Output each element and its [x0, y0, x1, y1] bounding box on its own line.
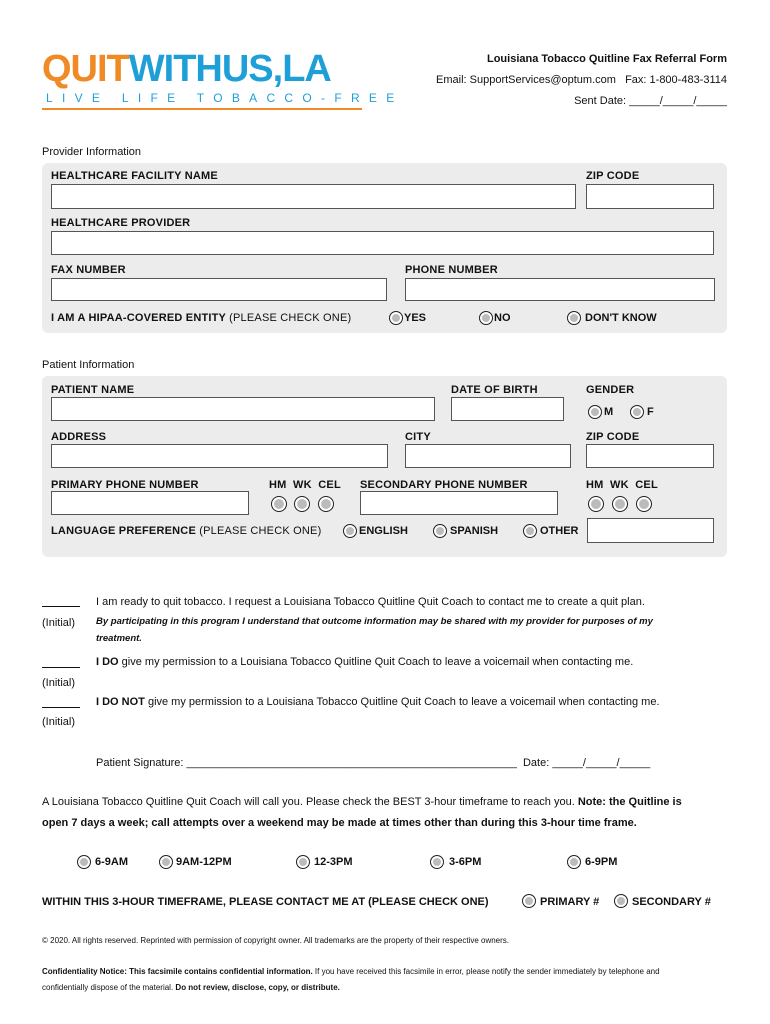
- patient-zip-label: ZIP CODE: [586, 431, 640, 443]
- slot-12-3pm-label: 12-3PM: [314, 856, 353, 868]
- gender-m-label: M: [604, 406, 614, 418]
- confidentiality-line-1: Confidentiality Notice: This facsimile contains confidential information. If you have received this facsimile in error, please notify the sender immediately by telephone and: [42, 967, 660, 976]
- hipaa-yes-radio[interactable]: [389, 311, 403, 325]
- provider-name-label: HEALTHCARE PROVIDER: [51, 217, 191, 229]
- gender-m-radio[interactable]: [588, 405, 602, 419]
- hipaa-no-radio[interactable]: [479, 311, 493, 325]
- slot-3-6pm-radio[interactable]: [430, 855, 444, 869]
- language-other-label: OTHER: [540, 525, 579, 537]
- primary-phone-types: HM WK CEL: [269, 479, 341, 491]
- sent-date[interactable]: Sent Date: _____/_____/_____: [574, 95, 727, 107]
- secondary-hm-radio[interactable]: [588, 496, 604, 512]
- gender-label: GENDER: [586, 384, 635, 396]
- secondary-phone-field[interactable]: [360, 491, 558, 515]
- hipaa-dontknow-radio[interactable]: [567, 311, 581, 325]
- slot-9am-12pm-label: 9AM-12PM: [176, 856, 232, 868]
- initial-label-3: (Initial): [42, 716, 76, 728]
- gender-f-label: F: [647, 406, 654, 418]
- slot-6-9pm-radio[interactable]: [567, 855, 581, 869]
- confidentiality-line-2: confidentially dispose of the material. Do not review, disclose, copy, or distribute.: [42, 983, 340, 992]
- contact-pref-label: WITHIN THIS 3-HOUR TIMEFRAME, PLEASE CONTACT ME AT (PLEASE CHECK ONE): [42, 896, 489, 908]
- patient-name-field[interactable]: [51, 397, 435, 421]
- logo: [42, 50, 331, 88]
- form-title: Louisiana Tobacco Quitline Fax Referral Form: [486, 53, 727, 65]
- fax-label: FAX NUMBER: [51, 264, 126, 276]
- contact-line: Email: SupportServices@optum.com Fax: 1-800-483-3114: [436, 74, 727, 86]
- timeframe-intro: A Louisiana Tobacco Quitline Quit Coach will call you. Please check the BEST 3-hour timeframe to reach you. Note: the Quitline is: [42, 796, 682, 808]
- phone-label: PHONE NUMBER: [405, 264, 498, 276]
- consent-line-2: I DO give my permission to a Louisiana Tobacco Quitline Quit Coach to leave a voicemail when contacting me.: [96, 656, 634, 668]
- contact-primary-label: PRIMARY #: [540, 896, 600, 908]
- language-label: LANGUAGE PREFERENCE (PLEASE CHECK ONE): [51, 525, 322, 537]
- contact-secondary-radio[interactable]: [614, 894, 628, 908]
- language-other-field[interactable]: [587, 518, 714, 543]
- gender-f-radio[interactable]: [630, 405, 644, 419]
- slot-6-9am-label: 6-9AM: [95, 856, 129, 868]
- initial-blank-3[interactable]: [42, 696, 80, 708]
- consent-line-3: I DO NOT give my permission to a Louisiana Tobacco Quitline Quit Coach to leave a voicemail when contacting me.: [96, 696, 660, 708]
- patient-section-title: Patient Information: [42, 359, 135, 371]
- copyright: © 2020. All rights reserved. Reprinted with permission of copyright owner. All trademarks are the property of their respective owners.: [42, 936, 509, 945]
- hipaa-yes-label: YES: [404, 312, 427, 324]
- secondary-phone-types: HM WK CEL: [586, 479, 658, 491]
- provider-zip-field[interactable]: [586, 184, 714, 209]
- consent-line-1: I am ready to quit tobacco. I request a Louisiana Tobacco Quitline Quit Coach to contact me to create a quit plan.: [96, 596, 645, 608]
- primary-wk-radio[interactable]: [294, 496, 310, 512]
- initial-blank-2[interactable]: [42, 656, 80, 668]
- patient-name-label: PATIENT NAME: [51, 384, 135, 396]
- language-english-label: ENGLISH: [359, 525, 408, 537]
- logo-underline: [42, 108, 362, 110]
- secondary-cel-radio[interactable]: [636, 496, 652, 512]
- hipaa-no-label: NO: [494, 312, 511, 324]
- city-label: CITY: [405, 431, 431, 443]
- slot-12-3pm-radio[interactable]: [296, 855, 310, 869]
- language-spanish-radio[interactable]: [433, 524, 447, 538]
- dob-field[interactable]: [451, 397, 564, 421]
- primary-cel-radio[interactable]: [318, 496, 334, 512]
- logo-quit: QUIT: [42, 48, 129, 90]
- slot-6-9am-radio[interactable]: [77, 855, 91, 869]
- city-field[interactable]: [405, 444, 571, 468]
- hipaa-label: I AM A HIPAA-COVERED ENTITY (PLEASE CHECK ONE): [51, 312, 352, 324]
- patient-zip-field[interactable]: [586, 444, 714, 468]
- logo-tagline: LIVE LIFE TOBACCO-FREE: [46, 91, 404, 105]
- primary-hm-radio[interactable]: [271, 496, 287, 512]
- facility-field[interactable]: [51, 184, 576, 209]
- fax-field[interactable]: [51, 278, 387, 301]
- primary-phone-label: PRIMARY PHONE NUMBER: [51, 479, 199, 491]
- provider-section-title: Provider Information: [42, 146, 142, 158]
- contact-secondary-label: SECONDARY #: [632, 896, 711, 908]
- address-field[interactable]: [51, 444, 388, 468]
- address-label: ADDRESS: [51, 431, 107, 443]
- provider-zip-label: ZIP CODE: [586, 170, 640, 182]
- language-spanish-label: SPANISH: [450, 525, 499, 537]
- provider-name-field[interactable]: [51, 231, 714, 255]
- initial-blank-1[interactable]: [42, 595, 80, 607]
- initial-label-2: (Initial): [42, 677, 76, 689]
- secondary-phone-label: SECONDARY PHONE NUMBER: [360, 479, 528, 491]
- initial-label-1: (Initial): [42, 617, 76, 629]
- phone-field[interactable]: [405, 278, 715, 301]
- language-other-radio[interactable]: [523, 524, 537, 538]
- primary-phone-field[interactable]: [51, 491, 249, 515]
- patient-signature[interactable]: Patient Signature: ______________________________________________________ Date: _____/_____/_____: [96, 757, 651, 769]
- slot-3-6pm-label: 3-6PM: [449, 856, 482, 868]
- consent-note-1b: treatment.: [96, 633, 142, 644]
- slot-9am-12pm-radio[interactable]: [159, 855, 173, 869]
- language-english-radio[interactable]: [343, 524, 357, 538]
- facility-label: HEALTHCARE FACILITY NAME: [51, 170, 218, 182]
- dob-label: DATE OF BIRTH: [451, 384, 538, 396]
- contact-primary-radio[interactable]: [522, 894, 536, 908]
- logo-withus: WITHUS,LA: [128, 48, 331, 90]
- secondary-wk-radio[interactable]: [612, 496, 628, 512]
- slot-6-9pm-label: 6-9PM: [585, 856, 618, 868]
- timeframe-note: open 7 days a week; call attempts over a weekend may be made at times other than during this 3-hour time frame.: [42, 817, 637, 829]
- consent-note-1: By participating in this program I understand that outcome information may be shared with my provider for purposes of my: [96, 616, 653, 627]
- hipaa-dontknow-label: DON'T KNOW: [585, 312, 657, 324]
